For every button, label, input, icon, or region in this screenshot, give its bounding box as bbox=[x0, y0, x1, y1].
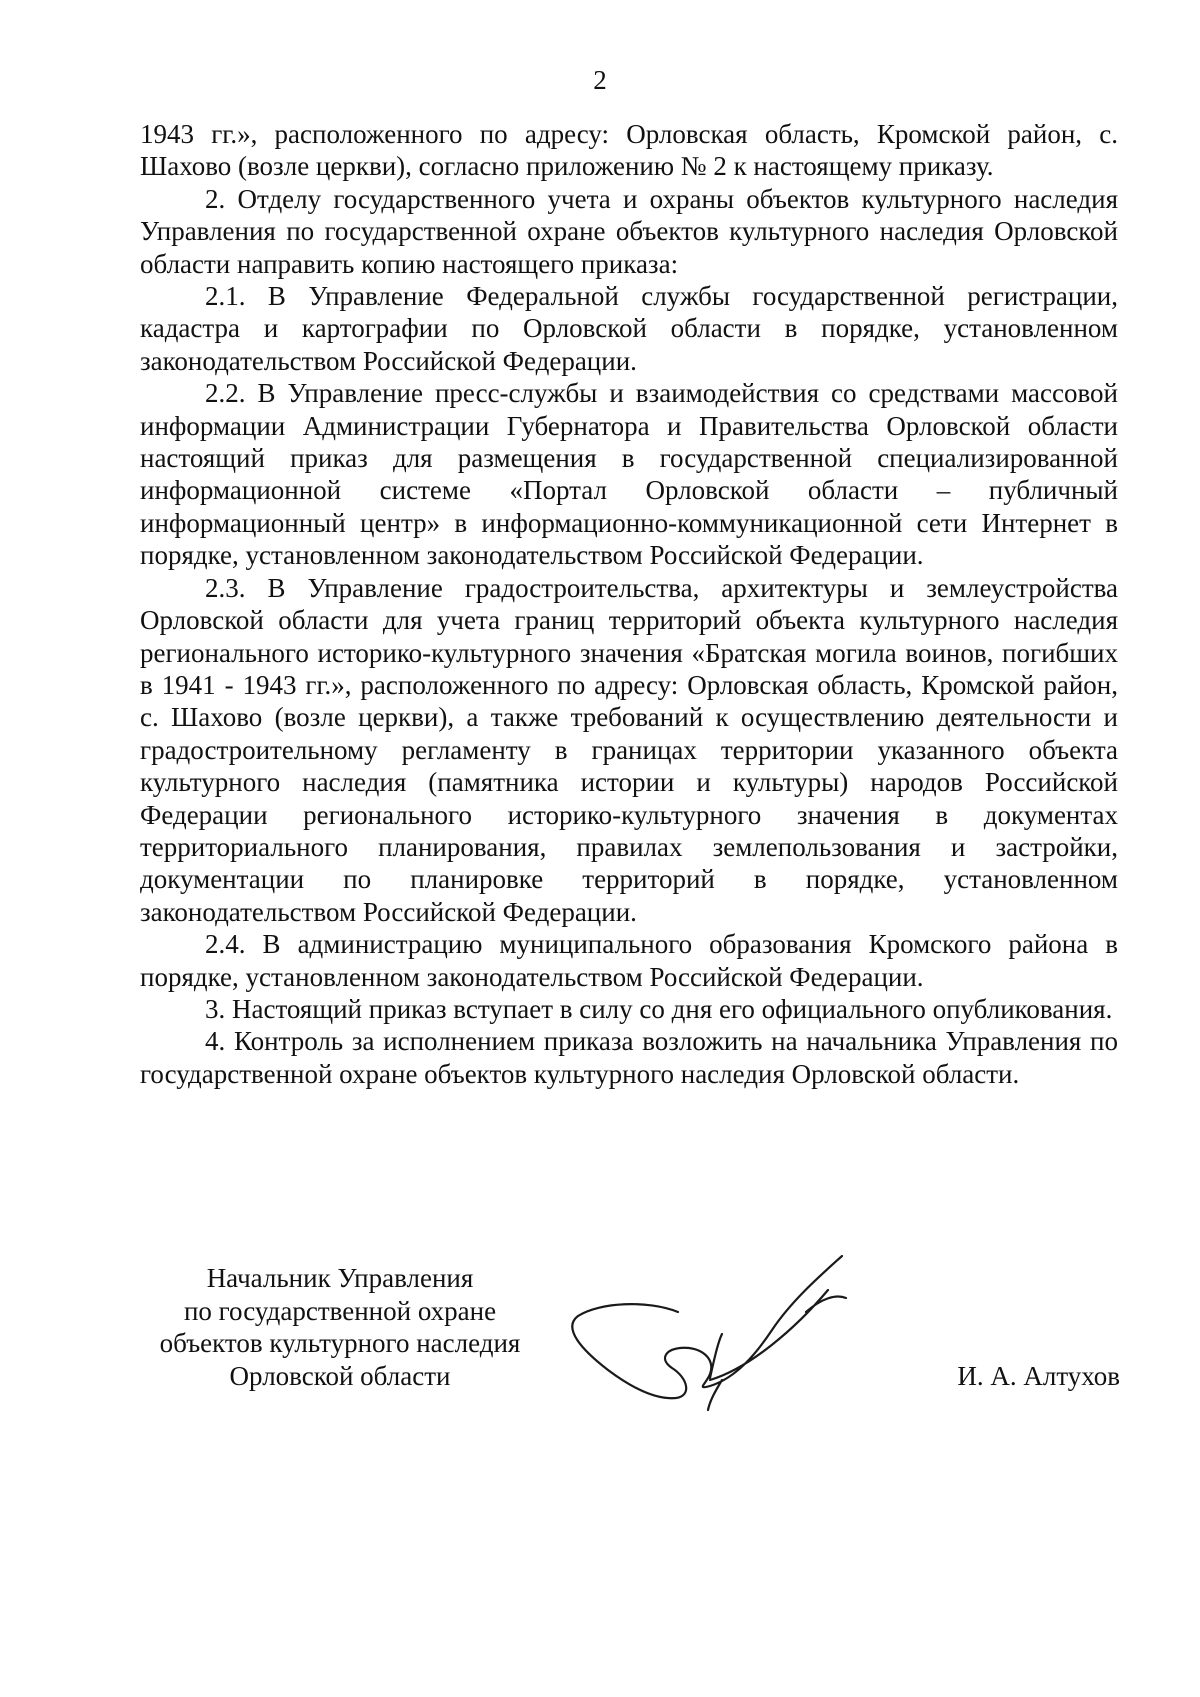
signatory-title bbox=[140, 1262, 540, 1392]
document-body bbox=[140, 118, 1118, 1090]
paragraph-continuation: 1943 гг.», расположенного по адресу: Орловская область, Кромской район, с. Шахово (возле церкви), согласно приложению № 2 к настоящему приказу. bbox=[140, 119, 1118, 182]
paragraph-item-2-1: 2.1. В Управление Федеральной службы государственной регистрации, кадастра и картографии по Орловской области в порядке, установленном законодательством Российской Федерации. bbox=[140, 281, 1118, 376]
paragraph-item-2: 2. Отделу государственного учета и охраны объектов культурного наследия Управления по государственной охране объектов культурного наследия Орловской области направить копию настоящего приказа: bbox=[140, 183, 1118, 279]
page-number: 2 bbox=[593, 65, 607, 95]
signatory-title-line: по государственной охране bbox=[183, 1295, 497, 1326]
signatory-name: И. А. Алтухов bbox=[957, 1361, 1120, 1391]
signatory-title-line: Орловской области bbox=[229, 1360, 451, 1391]
paragraph-item-3: 3. Настоящий приказ вступает в силу со дня его официального опубликования. bbox=[205, 993, 1113, 1024]
paragraph-item-2-3: 2.3. В Управление градостроительства, архитектуры и землеустройства Орловской области для учета границ территорий объекта культурного наследия регионального историко-культурного значения «Братская могила воинов, погибших в 1941 - 1943 гг.», расположенного по адресу: Орловская область, Кромской район, с. Шахово (возле церкви), а также требований к осуществлению деятельности и градостроительному регламенту в границах территории указанного объекта культурного наследия (памятника истории и культуры) народов Российской Федерации регионального историко-культурного значения в документах территориального планирования, правилах землепользования и застройки, документации по планировке территорий в порядке, установленном законодательством Российской Федерации. bbox=[140, 572, 1118, 927]
signatory-title-line: Начальник Управления bbox=[206, 1263, 474, 1293]
paragraph-item-2-4: 2.4. В администрацию муниципального образования Кромского района в порядке, установленном законодательством Российской Федерации. bbox=[140, 929, 1118, 992]
signature-block bbox=[140, 1262, 1120, 1412]
paragraph-item-4: 4. Контроль за исполнением приказа возложить на начальника Управления по государственной охране объектов культурного наследия Орловской области. bbox=[140, 1026, 1118, 1089]
signatory-title-line: объектов культурного наследия bbox=[159, 1328, 521, 1358]
paragraph-item-2-2: 2.2. В Управление пресс-службы и взаимодействия со средствами массовой информации Администрации Губернатора и Правительства Орловской области настоящий приказ для размещения в государственной специализированной информационной системе «Портал Орловской области – публичный информационный центр» в информационно-коммуникационной сети Интернет в порядке, установленном законодательством Российской Федерации. bbox=[140, 378, 1118, 571]
handwritten-signature bbox=[560, 1250, 860, 1420]
